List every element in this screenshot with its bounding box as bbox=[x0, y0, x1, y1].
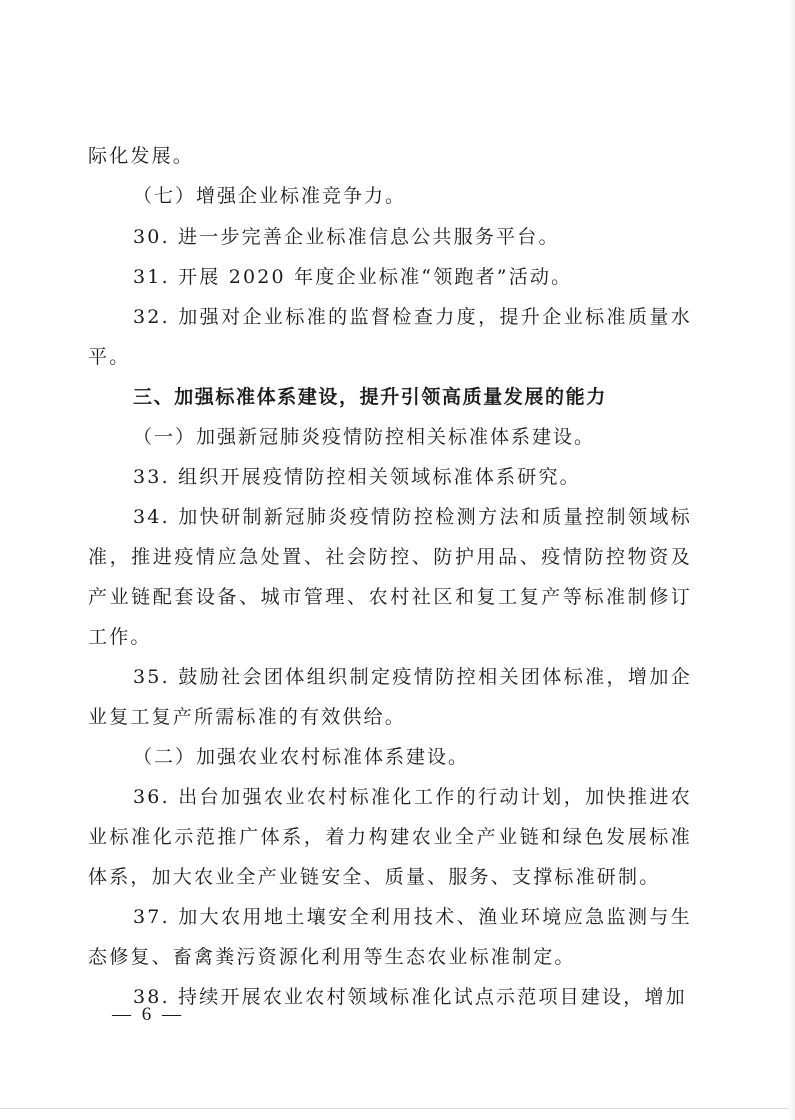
section-heading-3: 三、加强标准体系建设，提升引领高质量发展的能力 bbox=[133, 386, 607, 408]
page-number: — 6 — bbox=[112, 1004, 184, 1025]
item-31: 31. 开展 2020 年度企业标准“领跑者”活动。 bbox=[133, 266, 573, 288]
item-38: 38. 持续开展农业农村领域标准化试点示范项目建设，增加 bbox=[133, 986, 687, 1008]
scan-edge-line bbox=[0, 1108, 795, 1109]
subsection-heading-1: （一）加强新冠肺炎疫情防控相关标准体系建设。 bbox=[133, 426, 596, 448]
item-34: 34. 加快研制新冠肺炎疫情防控检测方法和质量控制领域标准，推进疫情应急处置、社会防控、防护用品、疫情防控物资及产业链配套设备、城市管理、农村社区和复工复产等标准制修订工作。 bbox=[88, 506, 692, 648]
subsection-heading-2: （二）加强农业农村标准体系建设。 bbox=[133, 746, 470, 768]
scan-edge-shade bbox=[789, 0, 795, 1120]
paragraph-continuation: 际化发展。 bbox=[88, 145, 195, 167]
item-30: 30. 进一步完善企业标准信息公共服务平台。 bbox=[133, 226, 560, 248]
item-36: 36. 出台加强农业农村标准化工作的行动计划，加快推进农业标准化示范推广体系，着力构建农业全产业链和绿色发展标准体系，加大农业全产业链安全、质量、服务、支撑标准研制。 bbox=[88, 786, 692, 888]
item-33: 33. 组织开展疫情防控相关领域标准体系研究。 bbox=[133, 466, 581, 488]
subsection-heading-7: （七）增强企业标准竞争力。 bbox=[133, 185, 407, 207]
item-37: 37. 加大农用地土壤安全利用技术、渔业环境应急监测与生态修复、畜禽粪污资源化利用等生态农业标准制定。 bbox=[88, 906, 692, 968]
item-32: 32. 加强对企业标准的监督检查力度，提升企业标准质量水平。 bbox=[88, 306, 692, 368]
item-35: 35. 鼓励社会团体组织制定疫情防控相关团体标准，增加企业复工复产所需标准的有效供给。 bbox=[88, 666, 692, 728]
